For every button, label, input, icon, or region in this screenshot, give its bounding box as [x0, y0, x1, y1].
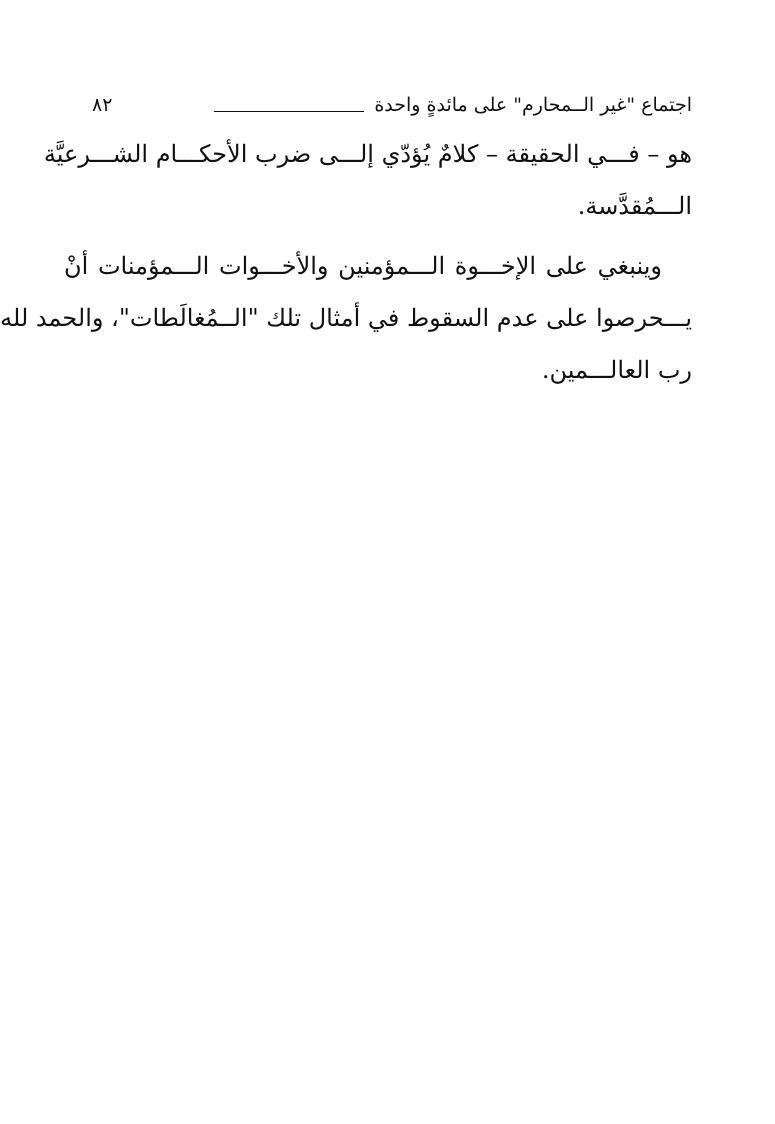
text-line: الـــمُقدَّسة.	[577, 192, 692, 220]
paragraph-gap	[64, 232, 692, 240]
text-line: هو – فـــي الحقيقة – كلامٌ يُؤدّي إلـــى ضرب الأحكـــام الشـــرعيَّة	[43, 140, 692, 168]
text-line: وينبغي على الإخـــوة الـــمؤمنين والأخـــوات الـــمؤمنات أنْ	[64, 252, 662, 280]
text-line: رب العالـــمين.	[541, 356, 692, 384]
text-line: يـــحرصوا على عدم السقوط في أمثال تلك "الــمُغالَطات"، والحمد لله	[0, 304, 692, 332]
header-rule	[214, 111, 364, 112]
body-text	[0, 128, 692, 396]
running-title: اجتماع "غير الــمحارم" على مائدةٍ واحدة	[374, 94, 692, 116]
paragraph	[0, 240, 692, 396]
paragraph	[43, 128, 692, 232]
running-header	[64, 88, 692, 122]
page-number: ٨٢	[92, 94, 113, 116]
